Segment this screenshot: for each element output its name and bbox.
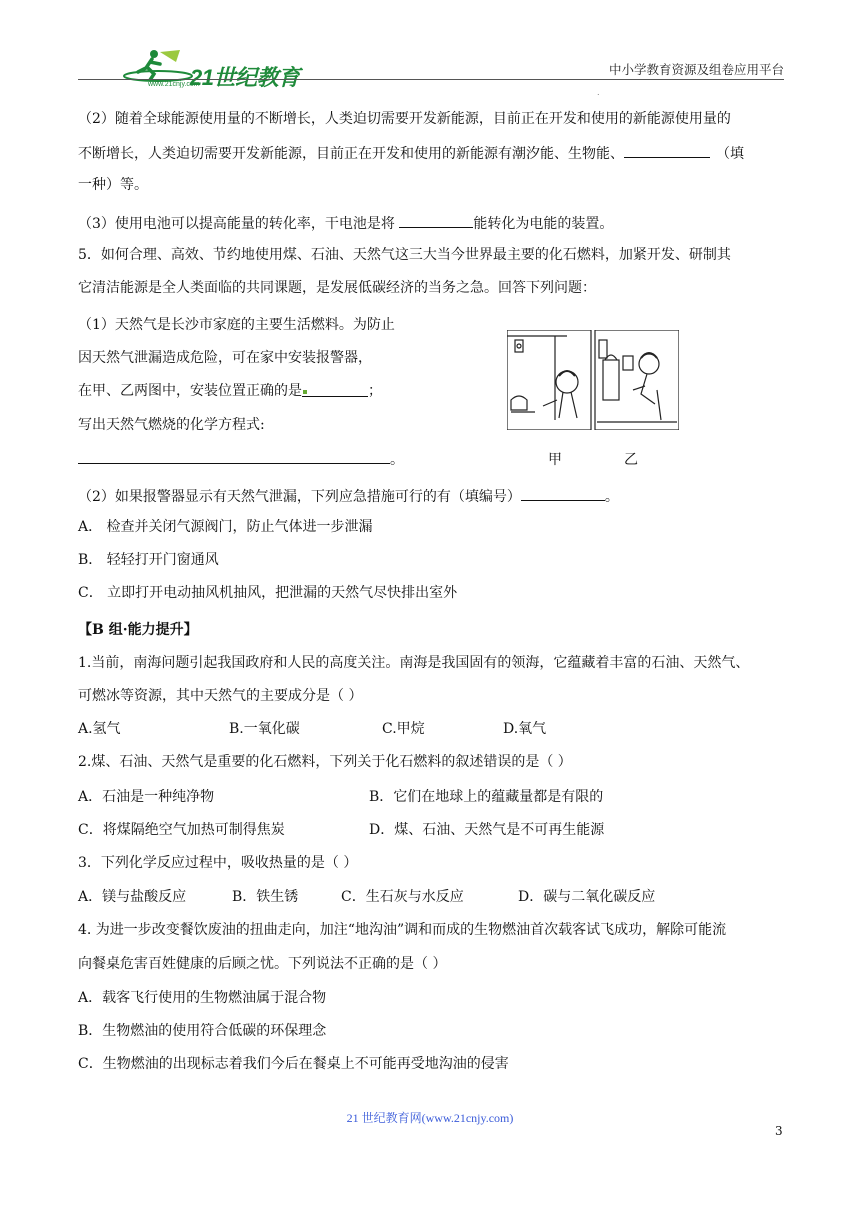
text-line	[78, 382, 382, 400]
platform-title: 中小学教育资源及组卷应用平台	[608, 62, 784, 77]
section-heading: 【B 组·能力提升】	[78, 622, 198, 638]
option-a: A．石油是一种纯净物	[78, 789, 215, 805]
answer-blank[interactable]	[624, 143, 710, 158]
text-segment: （填	[716, 146, 744, 162]
header-dot: .	[597, 88, 600, 97]
text-segment: （3）使用电池可以提高能量的转化率，干电池是将	[78, 216, 400, 232]
text-segment: 在甲、乙两图中，安装位置正确的是	[78, 383, 302, 399]
header-divider	[78, 79, 784, 80]
option-a: A． 检查并关闭气源阀门，防止气体进一步泄漏	[78, 519, 373, 535]
text-segment: 不断增长，人类迫切需要开发新能源，目前正在开发和使用的新能源有潮汐能、生物能、	[78, 146, 624, 162]
option-b: B．它们在地球上的蕴藏量都是有限的	[369, 789, 604, 805]
text-line: 向餐桌危害百姓健康的后顾之忧。下列说法不正确的是（ ）	[78, 956, 447, 972]
option-c: C．生石灰与水反应	[341, 889, 464, 905]
question-5-stem: 5．如何合理、高效、节约地使用煤、石油、天然气这三大当今世界最主要的化石燃料，加紧开发、研制其	[78, 247, 731, 263]
text-line: （2）随着全球能源使用量的不断增长，人类迫切需要开发新能源，目前正在开发和使用的新能源使用量的	[78, 111, 731, 127]
option-a: A．镁与盐酸反应	[78, 889, 187, 905]
text-segment: ；	[368, 383, 382, 399]
text-segment: （2）如果报警器显示有天然气泄漏，下列应急措施可行的有（填编号）	[78, 489, 521, 505]
text-line: 可燃冰等资源，其中天然气的主要成分是（ ）	[78, 688, 363, 704]
option-b: B．铁生锈	[232, 889, 299, 905]
option-d: D.氧气	[503, 721, 547, 737]
figure-label-jia: 甲	[548, 452, 562, 468]
option-b: B． 轻轻打开门窗通风	[78, 552, 219, 568]
question-b1-stem: 1.当前，南海问题引起我国政府和人民的高度关注。南海是我国固有的领海，它蕴藏着丰富的石油、天然气、	[78, 655, 750, 671]
option-d: D．煤、石油、天然气是不可再生能源	[369, 822, 605, 838]
figure-label-yi: 乙	[624, 452, 638, 468]
text-line: （1）天然气是长沙市家庭的主要生活燃料。为防止	[78, 317, 395, 333]
text-line: 一种）等。	[78, 177, 148, 193]
page-number: 3	[775, 1124, 783, 1138]
answer-blank[interactable]	[399, 213, 473, 228]
logo-url: www.21cnjy.com	[148, 81, 200, 88]
answer-blank[interactable]	[521, 486, 605, 501]
question-b4-stem: 4. 为进一步改变餐饮废油的扭曲走向，加注“地沟油”调和而成的生物燃油首次载客试飞成功，解除可能流	[78, 922, 727, 938]
answer-blank[interactable]	[78, 449, 390, 464]
logo-text: 21世纪教育	[190, 65, 300, 90]
alarm-placement-figure	[507, 330, 679, 430]
option-c: C． 立即打开电动抽风机抽风，把泄漏的天然气尽快排出室外	[78, 585, 458, 601]
option-a: A．载客飞行使用的生物燃油属于混合物	[78, 990, 327, 1006]
option-d: D．碳与二氧化碳反应	[518, 889, 656, 905]
text-line	[78, 213, 613, 233]
text-line: 写出天然气燃烧的化学方程式:	[78, 417, 265, 433]
question-b3-stem: 3．下列化学反应过程中，吸收热量的是（ ）	[78, 855, 358, 871]
text-segment: 。	[390, 452, 404, 468]
text-line	[78, 486, 619, 506]
answer-blank[interactable]	[302, 382, 368, 397]
cursor-mark-icon	[303, 390, 307, 394]
text-line: 因天然气泄漏造成危险，可在家中安装报警器，	[78, 350, 372, 366]
option-b: B．生物燃油的使用符合低碳的环保理念	[78, 1023, 327, 1039]
text-line	[78, 143, 744, 163]
option-a: A.氢气	[78, 721, 121, 737]
text-line: 它清洁能源是全人类面临的共同课题，是发展低碳经济的当务之急。回答下列问题：	[78, 280, 596, 296]
option-c: C．将煤隔绝空气加热可制得焦炭	[78, 822, 285, 838]
option-c: C.甲烷	[382, 721, 425, 737]
text-segment: 能转化为电能的装置。	[473, 216, 614, 232]
question-b2-stem: 2.煤、石油、天然气是重要的化石燃料，下列关于化石燃料的叙述错误的是（ ）	[78, 754, 572, 770]
footer-site-link[interactable]: 21 世纪教育网(www.21cnjy.com)	[346, 1111, 514, 1125]
option-b: B.一氧化碳	[229, 721, 300, 737]
page-header	[78, 48, 784, 90]
text-line	[78, 449, 404, 469]
option-c: C．生物燃油的出现标志着我们今后在餐桌上不可能再受地沟油的侵害	[78, 1056, 509, 1072]
text-segment: 。	[604, 489, 619, 505]
